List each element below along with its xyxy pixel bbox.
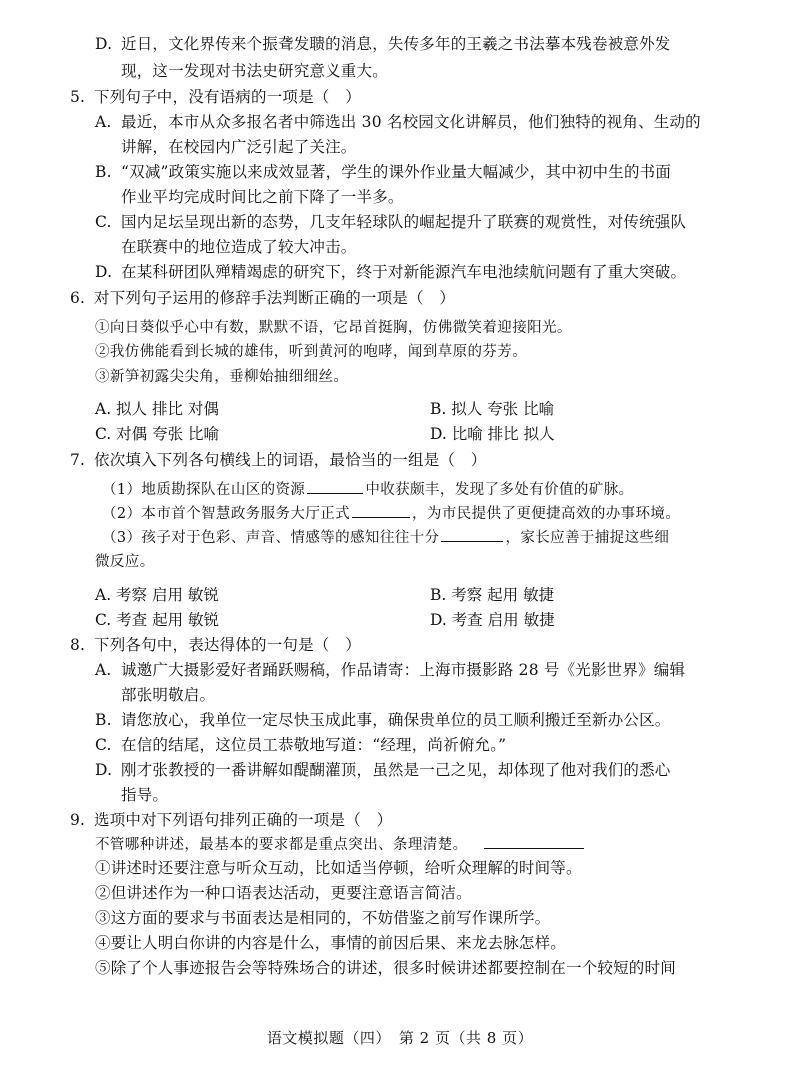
q6-option-a: A. 拟人 排比 对偶 — [95, 400, 219, 418]
q5-option-a-line2: 讲解，在校园内广泛引起了关注。 — [121, 138, 357, 156]
q4-option-d-line1: D. 近日，文化界传来个振聋发聩的消息，失传多年的王羲之书法摹本残卷被意外发 — [95, 35, 671, 53]
q5-option-b-line1: B. “双减”政策实施以来成效显著，学生的课外作业量大幅减少，其中初中生的书面 — [95, 163, 672, 181]
q8-option-d-line1: D. 刚才张教授的一番讲解如醍醐灌顶，虽然是一己之见，却体现了他对我们的悉心 — [95, 761, 671, 779]
q7-option-b: B. 考察 起用 敏捷 — [430, 586, 555, 604]
q7-option-d: D. 考查 启用 敏捷 — [430, 611, 555, 629]
q8-option-a-line2: 部张明敬启。 — [121, 686, 216, 704]
q7-option-c: C. 考查 起用 敏锐 — [95, 611, 220, 629]
option-label: D. — [95, 35, 113, 53]
q9-sentence-2: ②但讲述作为一种口语表达活动，更要注意语言简洁。 — [95, 884, 472, 902]
fill-blank — [352, 503, 410, 518]
q9-stem: 9. 选项中对下列语句排列正确的一项是（ ） — [70, 811, 393, 829]
q6-stem: 6. 对下列句子运用的修辞手法判断正确的一项是（ ） — [70, 289, 456, 307]
q4-option-d-line2: 现，这一发现对书法史研究意义重大。 — [121, 62, 388, 80]
q7-option-a: A. 考察 启用 敏锐 — [95, 586, 219, 604]
q8-option-b-line1: B. 请您放心，我单位一定尽快玉成此事，确保贵单位的员工顺利搬迁至新办公区。 — [95, 711, 671, 729]
q9-intro: 不管哪种讲述，最基本的要求都是重点突出、条理清楚。 — [95, 834, 586, 856]
q8-option-c-line1: C. 在信的结尾，这位员工恭敬地写道：“经理，尚祈俯允。” — [95, 736, 507, 754]
q5-option-a-line1: A. 最近，本市从众多报名者中筛选出 30 名校园文化讲解员，他们独特的视角、生动的 — [95, 113, 701, 131]
q9-sentence-1: ①讲述时还要注意与听众互动，比如适当停顿，给听众理解的时间等。 — [95, 859, 582, 877]
fill-blank — [307, 479, 363, 494]
q6-option-d: D. 比喻 排比 拟人 — [430, 425, 555, 443]
q7-stem: 7. 依次填入下列各句横线上的词语，最恰当的一组是（ ） — [70, 451, 487, 469]
q7-sentence-3: （3）孩子对于色彩、声音、情感等的感知往往十分 ，家长应善于捕捉这些细 — [102, 527, 669, 549]
q7-sentence-2: （2）本市首个智慧政务服务大厅正式 ，为市民提供了更便捷高效的办事环境。 — [102, 503, 680, 525]
q8-stem: 8. 下列各句中，表达得体的一句是（ ） — [70, 636, 361, 654]
q6-option-c: C. 对偶 夸张 比喻 — [95, 425, 220, 443]
q5-stem: 5. 下列句子中，没有语病的一项是（ ） — [70, 88, 361, 106]
q7-sentence-3-cont: 微反应。 — [95, 554, 155, 570]
q5-option-c-line2: 在联赛中的地位造成了较大冲击。 — [121, 238, 357, 256]
page-footer: 语文模拟题（四） 第 2 页（共 8 页） — [266, 1029, 534, 1047]
q8-option-d-line2: 指导。 — [121, 786, 169, 804]
q8-option-a-line1: A. 诚邀广大摄影爱好者踊跃赐稿，作品请寄：上海市摄影路 28 号《光影世界》编辑 — [95, 661, 686, 679]
q6-option-b: B. 拟人 夸张 比喻 — [430, 400, 555, 418]
q6-sentence-2: ②我仿佛能看到长城的雄伟，听到黄河的咆哮，闻到草原的芬芳。 — [95, 344, 528, 360]
q9-sentence-5: ⑤除了个人事迹报告会等特殊场合的讲述，很多时候讲述都要控制在一个较短的时间 — [95, 959, 676, 977]
fill-blank — [441, 527, 503, 542]
q5-option-b-line2: 作业平均完成时间比之前下降了一半多。 — [121, 188, 404, 206]
q6-sentence-1: ①向日葵似乎心中有数，默默不语，它昂首挺胸，仿佛微笑着迎接阳光。 — [95, 320, 572, 336]
q5-option-d-line1: D. 在某科研团队殚精竭虑的研究下，终于对新能源汽车电池续航问题有了重大突破。 — [95, 263, 687, 281]
q9-sentence-3: ③这方面的要求与书面表达是相同的，不妨借鉴之前写作课所学。 — [95, 909, 551, 927]
q9-sentence-4: ④要让人明白你讲的内容是什么，事情的前因后果、来龙去脉怎样。 — [95, 934, 567, 952]
fill-blank — [484, 834, 584, 849]
q6-sentence-3: ③新笋初露尖尖角，垂柳始抽细细丝。 — [95, 369, 349, 385]
q5-option-c-line1: C. 国内足坛呈现出新的态势，几支年轻球队的崛起提升了联赛的观赏性，对传统强队 — [95, 213, 687, 231]
q7-sentence-1: （1）地质勘探队在山区的资源 中收获颇丰，发现了多处有价值的矿脉。 — [102, 479, 634, 501]
